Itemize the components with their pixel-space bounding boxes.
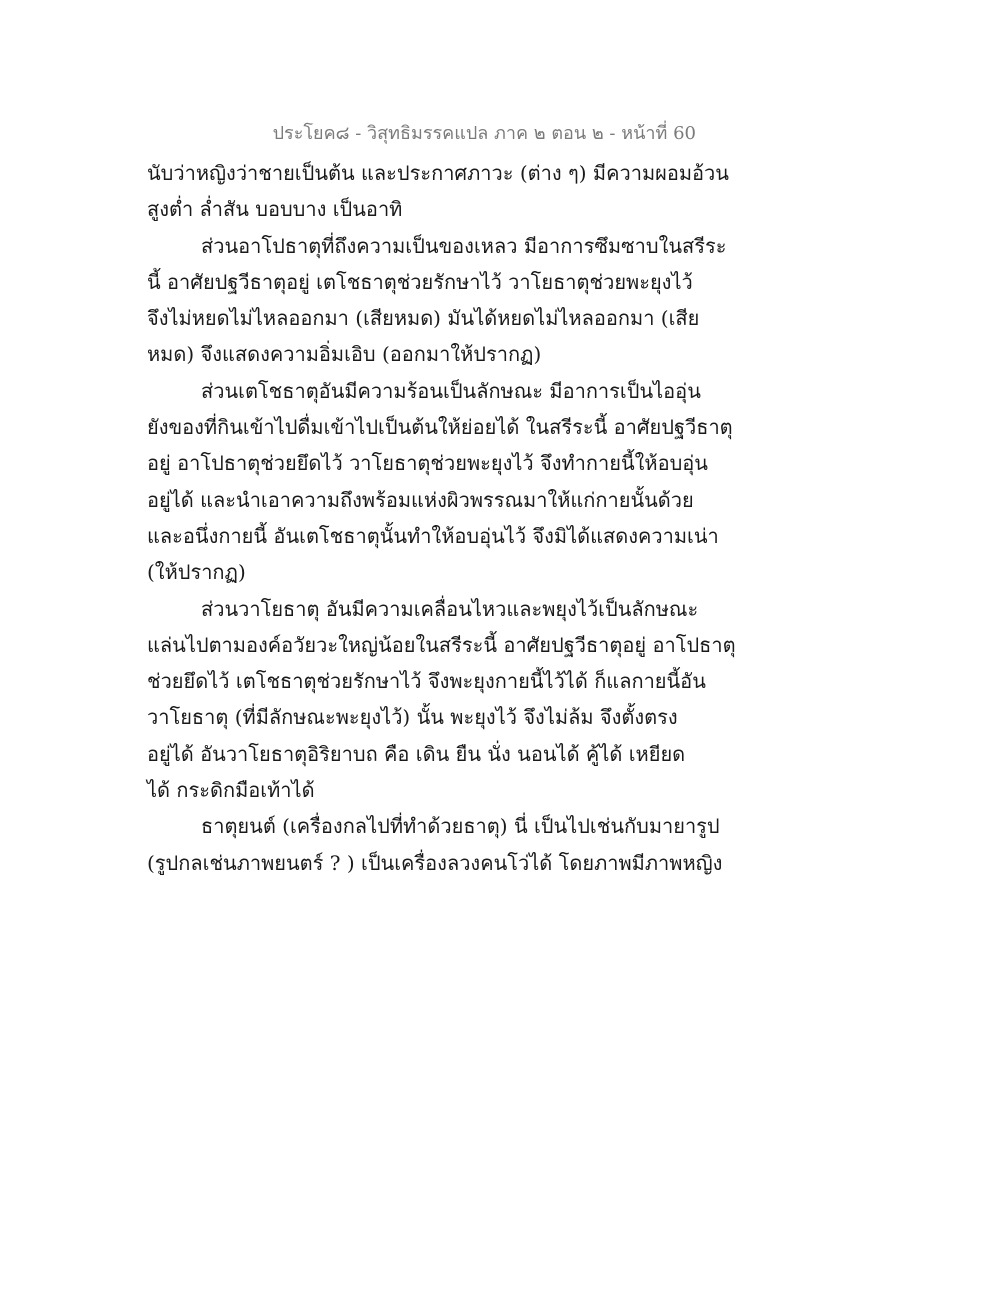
text-line: วาโยธาตุ (ที่มีลักษณะพะยุงไว้) นั้น พะยุงไว้ จึงไม่ล้ม จึงตั้งตรง: [147, 705, 678, 730]
text-line: ช่วยยึดไว้ เตโชธาตุช่วยรักษาไว้ จึงพะยุงกายนี้ไว้ได้ ก็แลกายนี้อัน: [147, 669, 706, 694]
paragraph-start-line: ธาตุยนต์ (เครื่องกลไปที่ทำด้วยธาตุ) นี่ เป็นไปเช่นกับมายารูป: [201, 814, 720, 839]
text-line: อยู่ได้ และนำเอาความถึงพร้อมแห่งผิวพรรณมาให้แก่กายนั้นด้วย: [147, 487, 694, 512]
text-line: แล่นไปตามองค์อวัยวะใหญ่น้อยในสรีระนี้ อาศัยปฐวีธาตุอยู่ อาโปธาตุ: [147, 632, 736, 657]
text-line: (รูปกลเช่นภาพยนตร์ ? ) เป็นเครื่องลวงคนโว่ได้ โดยภาพมีภาพหญิง: [147, 850, 723, 875]
text-line: และอนึ่งกายนี้ อันเตโชธาตุนั้นทำให้อบอุ่นไว้ จึงมิได้แสดงความเน่า: [147, 523, 719, 548]
paragraph-start-line: ส่วนเตโชธาตุอันมีความร้อนเป็นลักษณะ มีอาการเป็นไออุ่น: [201, 378, 701, 403]
paragraph-start-line: ส่วนวาโยธาตุ อันมีความเคลื่อนไหวและพยุงไว้เป็นลักษณะ: [201, 596, 699, 621]
text-line: (ให้ปรากฏ): [147, 560, 246, 585]
text-line: หมด) จึงแสดงความอิ่มเอิบ (ออกมาให้ปรากฏ): [147, 342, 542, 367]
body-text: [147, 155, 736, 881]
text-line: สูงต่ำ ล่ำสัน บอบบาง เป็นอาทิ: [147, 197, 403, 222]
text-line: อยู่ได้ อันวาโยธาตุอิริยาบถ คือ เดิน ยืน นั่ง นอนได้ คู้ได้ เหยียด: [147, 741, 686, 766]
paragraph-start-line: ส่วนอาโปธาตุที่ถึงความเป็นของเหลว มีอาการซึมซาบในสรีระ: [201, 233, 727, 258]
text-line: นับว่าหญิงว่าชายเป็นต้น และประกาศภาวะ (ต่าง ๆ) มีความผอมอ้วน: [147, 161, 729, 185]
text-line: จึงไม่หยดไม่ไหลออกมา (เสียหมด) มันได้หยดไม่ไหลออกมา (เสีย: [147, 306, 700, 331]
text-line: นี้ อาศัยปฐวีธาตุอยู่ เตโชธาตุช่วยรักษาไว้ วาโยธาตุช่วยพะยุงไว้: [147, 269, 693, 294]
text-line: ยังของที่กินเข้าไปดื่มเข้าไปเป็นต้นให้ย่อยได้ ในสรีระนี้ อาศัยปฐวีธาตุ: [147, 415, 733, 440]
text-line: ได้ กระดิกมือเท้าได้: [147, 778, 315, 803]
text-line: อยู่ อาโปธาตุช่วยยึดไว้ วาโยธาตุช่วยพะยุงไว้ จึงทำกายนี้ให้อบอุ่น: [147, 451, 708, 476]
running-header: ประโยค๘ - วิสุทธิมรรคแปล ภาค ๒ ตอน ๒ - หน้าที่ 60: [272, 123, 696, 144]
